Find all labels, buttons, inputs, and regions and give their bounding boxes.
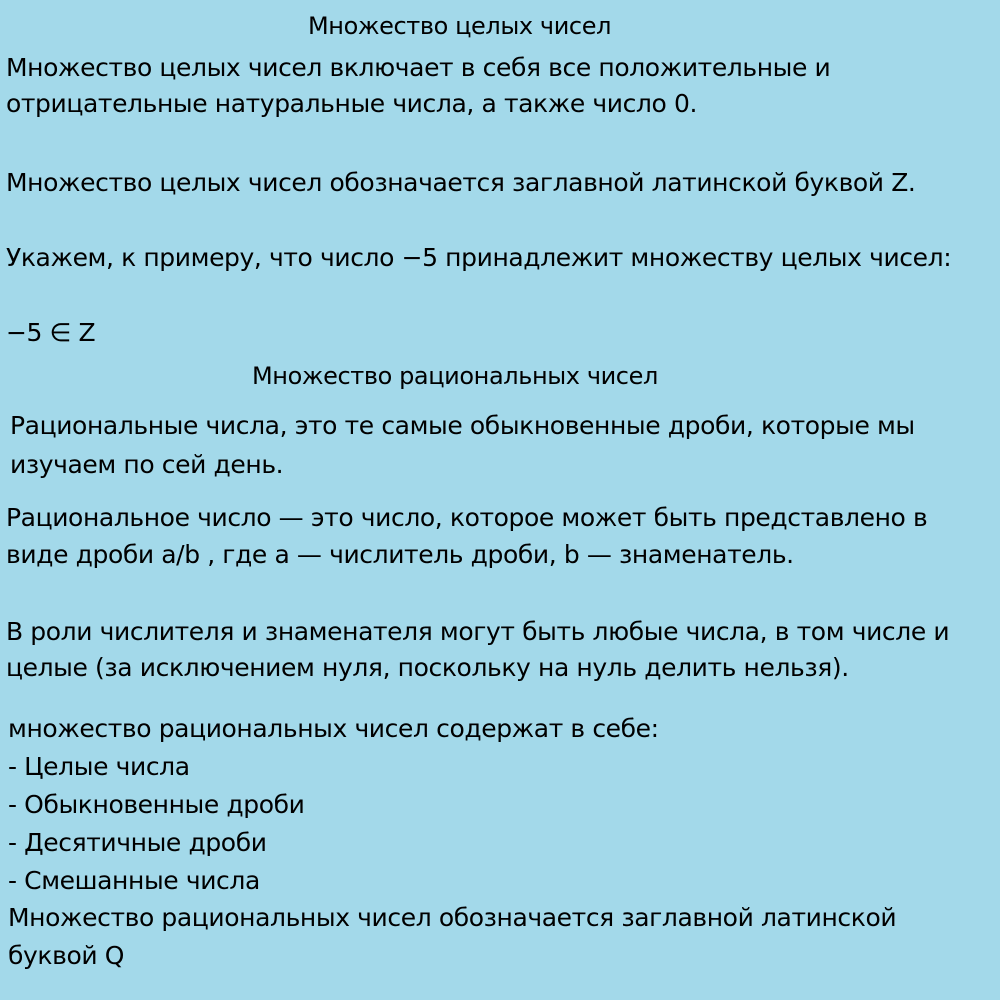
rationals-list-item: - Смешанные числа [8,866,260,895]
rationals-numerator-note-line-1: В роли числителя и знаменателя могут быть любые числа, в том числе и [6,617,950,646]
integers-definition-line-1: Множество целых чисел включает в себя все положительные и [6,53,831,82]
rationals-title: Множество рациональных чисел [252,362,658,390]
rationals-intro-line-1: Рациональные числа, это те самые обыкновенные дроби, которые мы [10,411,915,440]
rationals-definition-line-2: виде дроби a/b , где a — числитель дроби, b — знаменатель. [6,540,794,569]
rationals-list-intro: множество рациональных чисел содержат в себе: [8,714,659,743]
integers-example-formula: −5 ∈ Z [6,318,96,347]
integers-example-intro: Укажем, к примеру, что число −5 принадлежит множеству целых чисел: [6,243,952,272]
integers-title: Множество целых чисел [308,12,612,40]
rationals-list-item: - Десятичные дроби [8,828,267,857]
integers-definition-line-2: отрицательные натуральные числа, а также число 0. [6,89,698,118]
rationals-notation-line-1: Множество рациональных чисел обозначается заглавной латинской [8,903,897,932]
rationals-definition-line-1: Рациональное число — это число, которое может быть представлено в [6,503,928,532]
integers-notation: Множество целых чисел обозначается заглавной латинской буквой Z. [6,168,916,197]
rationals-notation-line-2: буквой Q [8,941,125,970]
rationals-list-item: - Обыкновенные дроби [8,790,305,819]
rationals-numerator-note-line-2: целые (за исключением нуля, поскольку на нуль делить нельзя). [6,653,849,682]
rationals-list-item: - Целые числа [8,752,190,781]
rationals-intro-line-2: изучаем по сей день. [10,450,284,479]
